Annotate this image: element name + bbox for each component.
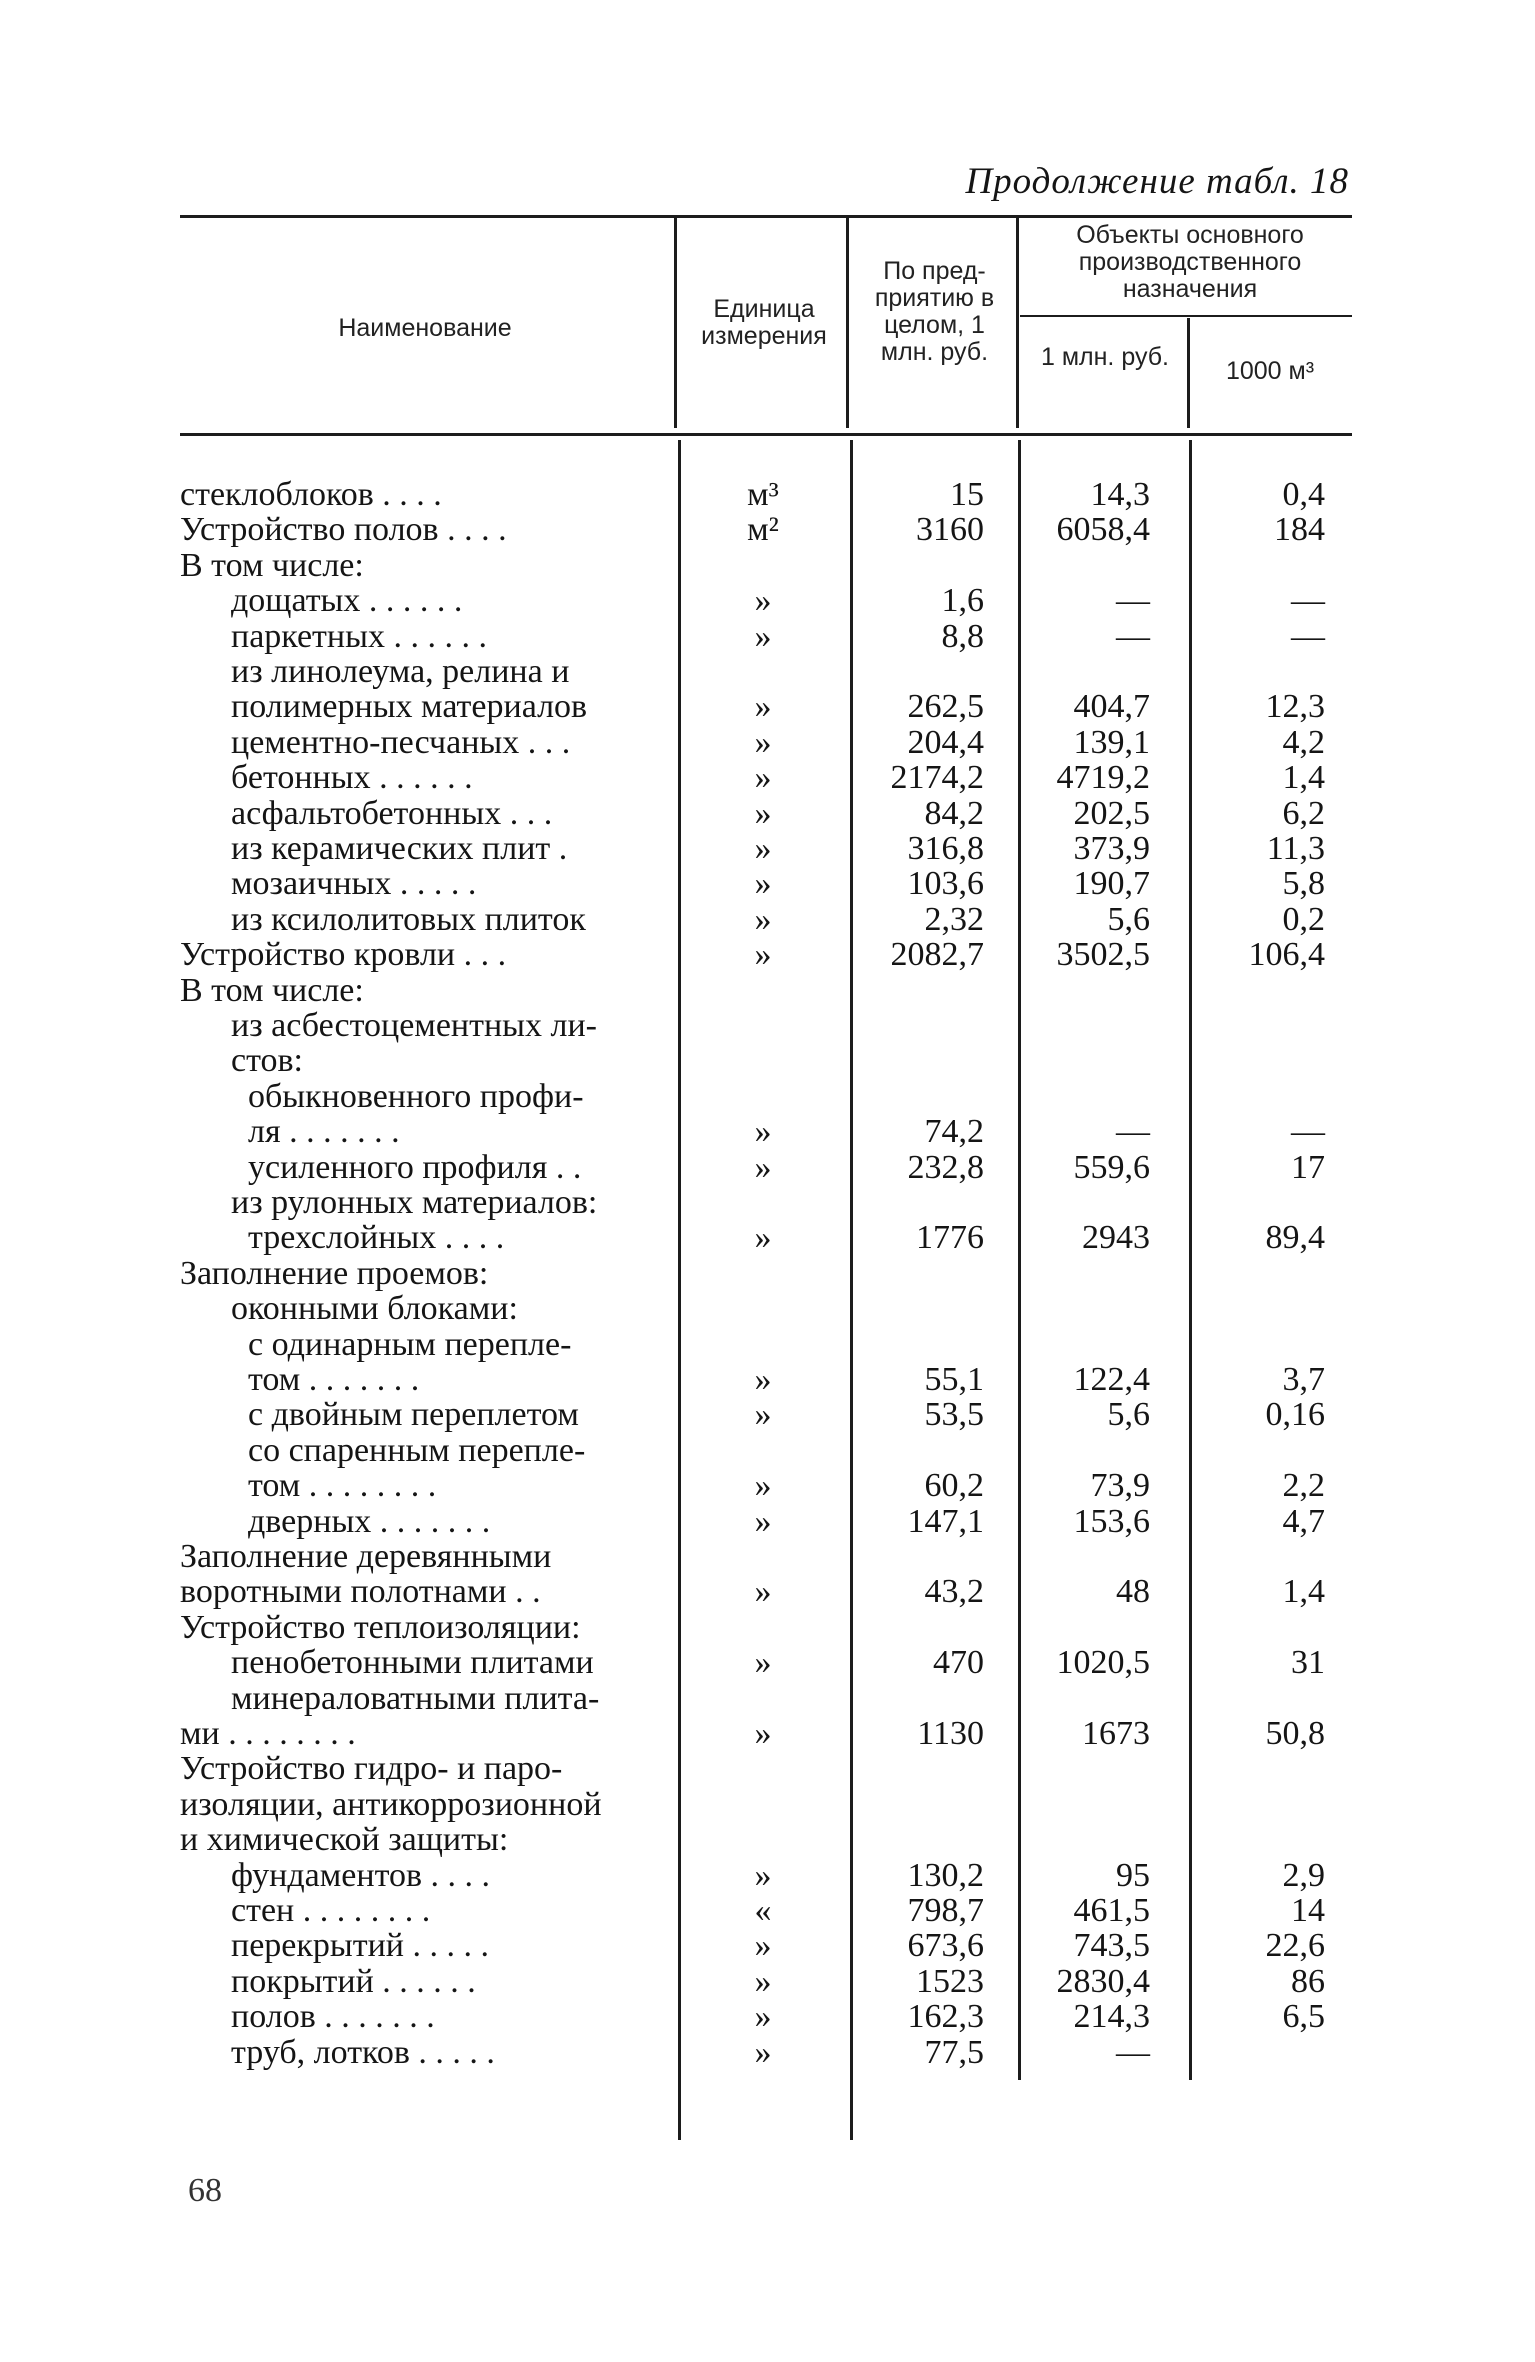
row-objects-rub: 6058,4 <box>1056 511 1150 548</box>
row-name: из ксилолитовых плиток <box>231 901 586 938</box>
header-enterprise: По пред-приятию в целом, 1 млн. руб. <box>874 257 995 366</box>
row-name: Заполнение проемов: <box>180 1255 489 1292</box>
table-row <box>0 620 1535 654</box>
table-row <box>0 1646 1535 1680</box>
row-total: 15 <box>950 476 984 513</box>
table-row <box>0 584 1535 618</box>
row-name: стеклоблоков . . . . <box>180 476 442 513</box>
row-unit: » <box>754 2034 772 2071</box>
row-name: Устройство теплоизоляции: <box>180 1609 581 1646</box>
row-name: фундаментов . . . . <box>231 1857 491 1894</box>
row-total: 2082,7 <box>890 936 984 973</box>
table-row <box>0 1859 1535 1893</box>
row-total: 204,4 <box>907 724 984 761</box>
table-row <box>0 1611 1535 1645</box>
row-name: Заполнение деревянными <box>180 1538 552 1575</box>
row-total: 1130 <box>917 1715 984 1752</box>
table-row <box>0 1575 1535 1609</box>
row-name: В том числе: <box>180 972 364 1009</box>
table-row <box>0 1929 1535 1963</box>
row-objects-rub: 48 <box>1116 1573 1150 1610</box>
table-row <box>0 1257 1535 1291</box>
table-row <box>0 938 1535 972</box>
row-total: 673,6 <box>907 1927 984 1964</box>
row-unit: м³ <box>747 476 779 513</box>
row-name: бетонных . . . . . . <box>231 759 473 796</box>
row-total: 74,2 <box>924 1113 984 1150</box>
row-unit: « <box>754 1892 772 1929</box>
table-row <box>0 1363 1535 1397</box>
row-objects-m3: 17 <box>1291 1149 1325 1186</box>
row-name: из керамических плит . <box>231 830 568 867</box>
row-total: 162,3 <box>907 1998 984 2035</box>
column-divider <box>674 218 677 428</box>
row-name: обыкновенного профи- <box>248 1078 584 1115</box>
row-objects-m3: 14 <box>1291 1892 1325 1929</box>
row-unit: » <box>754 1644 772 1681</box>
row-total: 1,6 <box>941 582 984 619</box>
row-name: минераловатными плита- <box>231 1680 600 1717</box>
row-objects-rub: 122,4 <box>1073 1361 1150 1398</box>
row-unit: » <box>754 1149 772 1186</box>
table-row <box>0 867 1535 901</box>
column-divider <box>1187 318 1190 428</box>
row-unit: » <box>754 1998 772 2035</box>
table-row <box>0 1717 1535 1751</box>
row-objects-m3: — <box>1291 582 1325 619</box>
table-row <box>0 1151 1535 1185</box>
table-row <box>0 1080 1535 1114</box>
table-row <box>0 655 1535 689</box>
row-name: перекрытий . . . . . <box>231 1927 489 1964</box>
table-row <box>0 1009 1535 1043</box>
row-unit: » <box>754 1857 772 1894</box>
row-unit: » <box>754 688 772 725</box>
row-objects-rub: 743,5 <box>1073 1927 1150 1964</box>
row-objects-rub: 5,6 <box>1107 1396 1150 1433</box>
row-unit: » <box>754 724 772 761</box>
row-objects-m3: — <box>1291 1113 1325 1150</box>
row-unit: » <box>754 1219 772 1256</box>
row-objects-rub: 4719,2 <box>1056 759 1150 796</box>
row-total: 262,5 <box>907 688 984 725</box>
row-objects-rub: — <box>1116 618 1150 655</box>
table-row <box>0 2036 1535 2070</box>
row-objects-m3: 11,3 <box>1266 830 1325 867</box>
table-row <box>0 1752 1535 1786</box>
row-name: ля . . . . . . . <box>248 1113 400 1150</box>
row-objects-m3: 1,4 <box>1282 759 1325 796</box>
row-objects-m3: 5,8 <box>1282 865 1325 902</box>
row-name: трехслойных . . . . <box>248 1219 505 1256</box>
table-row <box>0 1894 1535 1928</box>
table-row <box>0 1115 1535 1149</box>
row-objects-rub: 73,9 <box>1090 1467 1150 1504</box>
row-objects-m3: 12,3 <box>1265 688 1325 725</box>
objects-sub-rule <box>1020 315 1352 317</box>
row-total: 77,5 <box>924 2034 984 2071</box>
row-objects-m3: 106,4 <box>1248 936 1325 973</box>
header-objects-m3: 1000 м³ <box>1225 357 1315 385</box>
row-objects-rub: 95 <box>1116 1857 1150 1894</box>
row-name: труб, лотков . . . . . <box>231 2034 495 2071</box>
row-objects-rub: 5,6 <box>1107 901 1150 938</box>
row-name: В том числе: <box>180 547 364 584</box>
row-name: Устройство полов . . . . <box>180 511 507 548</box>
row-total: 53,5 <box>924 1396 984 1433</box>
header-bottom-rule <box>180 433 1352 436</box>
row-unit: » <box>754 830 772 867</box>
row-objects-rub: 190,7 <box>1073 865 1150 902</box>
row-objects-m3: 86 <box>1291 1963 1325 2000</box>
table-top-rule <box>180 215 1352 218</box>
row-objects-m3: 3,7 <box>1282 1361 1325 1398</box>
row-name: пенобетонными плитами <box>231 1644 594 1681</box>
table-row <box>0 1328 1535 1362</box>
row-objects-m3: 0,4 <box>1282 476 1325 513</box>
header-unit: Единица измерения <box>701 295 827 350</box>
row-unit: » <box>754 1113 772 1150</box>
row-name: стов: <box>231 1042 304 1079</box>
row-total: 43,2 <box>924 1573 984 1610</box>
row-objects-rub: 153,6 <box>1073 1503 1150 1540</box>
table-row <box>0 1469 1535 1503</box>
row-objects-rub: 559,6 <box>1073 1149 1150 1186</box>
row-objects-rub: 139,1 <box>1073 724 1150 761</box>
row-objects-m3: 2,9 <box>1282 1857 1325 1894</box>
row-objects-m3: 4,7 <box>1282 1503 1325 1540</box>
table-row <box>0 832 1535 866</box>
row-name: из рулонных материалов: <box>231 1184 598 1221</box>
row-unit: » <box>754 1963 772 2000</box>
row-name: из линолеума, релина и <box>231 653 570 690</box>
row-unit: » <box>754 936 772 973</box>
row-name: Устройство гидро- и паро- <box>180 1750 563 1787</box>
row-name: полов . . . . . . . <box>231 1998 435 2035</box>
header-objects: Объекты основного производственного назначения <box>1076 221 1304 303</box>
table-row <box>0 1682 1535 1716</box>
row-total: 84,2 <box>924 795 984 832</box>
table-row <box>0 549 1535 583</box>
table-row <box>0 1540 1535 1574</box>
row-objects-m3: 6,5 <box>1282 1998 1325 2035</box>
row-objects-m3: 6,2 <box>1282 795 1325 832</box>
header-name: Наименование <box>338 314 512 342</box>
row-name: асфальтобетонных . . . <box>231 795 553 832</box>
row-name: из асбестоцементных ли- <box>231 1007 597 1044</box>
row-objects-m3: 0,2 <box>1282 901 1325 938</box>
table-row <box>0 1044 1535 1078</box>
row-name: полимерных материалов <box>231 688 588 725</box>
row-name: со спаренным перепле- <box>248 1432 586 1469</box>
table-row <box>0 1186 1535 1220</box>
row-name: том . . . . . . . <box>248 1361 420 1398</box>
column-divider <box>846 218 849 428</box>
row-name: покрытий . . . . . . <box>231 1963 476 2000</box>
table-row <box>0 974 1535 1008</box>
row-name: том . . . . . . . . <box>248 1467 437 1504</box>
row-objects-m3: 184 <box>1274 511 1325 548</box>
table-row <box>0 513 1535 547</box>
table-row <box>0 761 1535 795</box>
row-unit: » <box>754 1573 772 1610</box>
row-unit: » <box>754 1361 772 1398</box>
row-name: дощатых . . . . . . <box>231 582 463 619</box>
row-objects-rub: 373,9 <box>1073 830 1150 867</box>
table-row <box>0 903 1535 937</box>
row-unit: » <box>754 795 772 832</box>
row-unit: » <box>754 901 772 938</box>
row-objects-rub: 1673 <box>1082 1715 1150 1752</box>
table-row <box>0 690 1535 724</box>
row-total: 3160 <box>916 511 984 548</box>
row-objects-rub: 2830,4 <box>1056 1963 1150 2000</box>
row-unit: » <box>754 865 772 902</box>
row-unit: м² <box>747 511 779 548</box>
table-row <box>0 1965 1535 1999</box>
row-total: 2,32 <box>924 901 984 938</box>
row-total: 147,1 <box>907 1503 984 1540</box>
row-total: 55,1 <box>924 1361 984 1398</box>
row-total: 8,8 <box>941 618 984 655</box>
row-name: с одинарным переплe- <box>248 1326 572 1363</box>
row-objects-m3: 22,6 <box>1265 1927 1325 1964</box>
row-unit: » <box>754 1503 772 1540</box>
row-unit: » <box>754 1396 772 1433</box>
row-name: цементно-песчаных . . . <box>231 724 571 761</box>
row-unit: » <box>754 759 772 796</box>
row-total: 798,7 <box>907 1892 984 1929</box>
table-row <box>0 1292 1535 1326</box>
row-name: ми . . . . . . . . <box>180 1715 356 1752</box>
row-name: изоляции, антикоррозионной <box>180 1786 602 1823</box>
row-name: мозаичных . . . . . <box>231 865 477 902</box>
row-unit: » <box>754 582 772 619</box>
row-objects-m3: 31 <box>1291 1644 1325 1681</box>
row-unit: » <box>754 1715 772 1752</box>
table-row <box>0 1434 1535 1468</box>
row-name: Устройство кровли . . . <box>180 936 507 973</box>
row-name: стен . . . . . . . . <box>231 1892 431 1929</box>
column-divider <box>1016 218 1019 428</box>
row-name: дверных . . . . . . . <box>248 1503 491 1540</box>
table-row <box>0 1505 1535 1539</box>
header-objects-rub: 1 млн. руб. <box>1041 343 1169 371</box>
row-objects-rub: 3502,5 <box>1056 936 1150 973</box>
row-unit: » <box>754 1467 772 1504</box>
row-objects-rub: 202,5 <box>1073 795 1150 832</box>
row-total: 2174,2 <box>890 759 984 796</box>
row-objects-rub: — <box>1116 1113 1150 1150</box>
table-row <box>0 1221 1535 1255</box>
row-objects-rub: 2943 <box>1082 1219 1150 1256</box>
table-row <box>0 797 1535 831</box>
table-row <box>0 2000 1535 2034</box>
row-total: 1776 <box>916 1219 984 1256</box>
row-name: усиленного профиля . . <box>248 1149 582 1186</box>
row-objects-m3: 50,8 <box>1265 1715 1325 1752</box>
row-name: и химической защиты: <box>180 1821 509 1858</box>
row-objects-rub: 1020,5 <box>1056 1644 1150 1681</box>
row-objects-rub: — <box>1116 582 1150 619</box>
table-caption: Продолжение табл. 18 <box>965 161 1349 202</box>
table-row <box>0 1398 1535 1432</box>
row-unit: » <box>754 618 772 655</box>
row-objects-m3: 89,4 <box>1265 1219 1325 1256</box>
row-objects-m3: 1,4 <box>1282 1573 1325 1610</box>
table-row <box>0 726 1535 760</box>
row-name: паркетных . . . . . . <box>231 618 487 655</box>
row-objects-rub: — <box>1116 2034 1150 2071</box>
row-total: 1523 <box>916 1963 984 2000</box>
row-objects-rub: 461,5 <box>1073 1892 1150 1929</box>
row-objects-rub: 404,7 <box>1073 688 1150 725</box>
row-total: 470 <box>933 1644 984 1681</box>
row-total: 60,2 <box>924 1467 984 1504</box>
table-row <box>0 1788 1535 1822</box>
row-total: 103,6 <box>907 865 984 902</box>
row-total: 316,8 <box>907 830 984 867</box>
row-total: 130,2 <box>907 1857 984 1894</box>
row-name: воротными полотнами . . <box>180 1573 541 1610</box>
row-total: 232,8 <box>907 1149 984 1186</box>
table-row <box>0 1823 1535 1857</box>
row-objects-m3: 0,16 <box>1265 1396 1325 1433</box>
table-row <box>0 478 1535 512</box>
row-objects-rub: 214,3 <box>1073 1998 1150 2035</box>
row-objects-rub: 14,3 <box>1090 476 1150 513</box>
row-unit: » <box>754 1927 772 1964</box>
row-objects-m3: 2,2 <box>1282 1467 1325 1504</box>
page-number: 68 <box>188 2172 222 2209</box>
row-name: оконными блоками: <box>231 1290 518 1327</box>
row-objects-m3: 4,2 <box>1282 724 1325 761</box>
row-objects-m3: — <box>1291 618 1325 655</box>
row-name: с двойным переплетом <box>248 1396 579 1433</box>
